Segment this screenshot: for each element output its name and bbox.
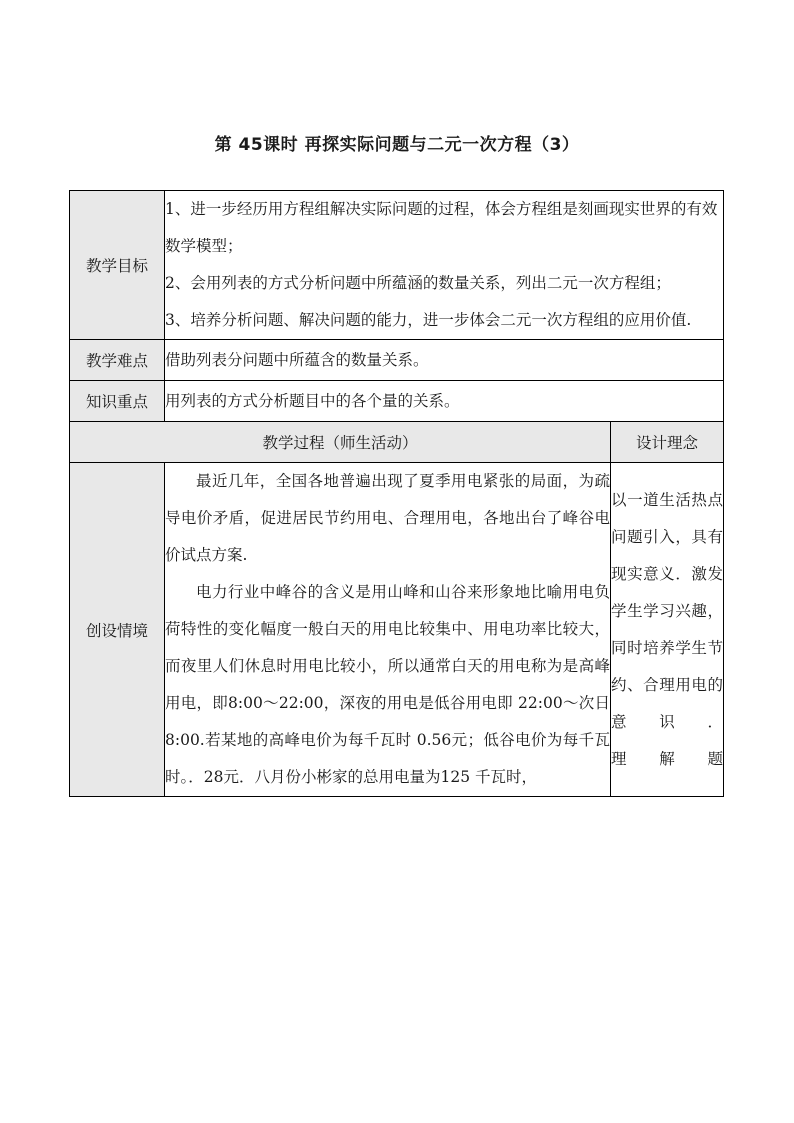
objective-item: 2、会用列表的方式分析问题中所蕴涵的数量关系，列出二元一次方程组； [165, 274, 671, 292]
objective-item: 1、进一步经历用方程组解决实际问题的过程，体会方程组是刻画现实世界的有效数学模型； [165, 200, 718, 255]
design-concept-tail: 理解题 [611, 749, 723, 768]
lesson-plan-table [69, 190, 724, 797]
concept-header: 设计理念 [611, 422, 724, 463]
difficulty-content: 借助列表分问题中所蕴含的数量关系。 [165, 340, 724, 381]
difficulty-row [70, 340, 724, 381]
objective-item: 3、培养分析问题、解决问题的能力，进一步体会二元一次方程组的应用价值. [165, 311, 692, 329]
scenario-row [70, 463, 724, 797]
keypoint-content: 用列表的方式分析题目中的各个量的关系。 [165, 381, 724, 422]
keypoint-label: 知识重点 [70, 381, 165, 422]
keypoint-row [70, 381, 724, 422]
objectives-content [165, 191, 724, 340]
scenario-content [165, 463, 611, 797]
scenario-paragraph: 最近几年，全国各地普遍出现了夏季用电紧张的局面，为疏导电价矛盾，促进居民节约用电、合理用电，各地出台了峰谷电价试点方案. [165, 472, 610, 564]
objectives-label: 教学目标 [70, 191, 165, 340]
design-concept-text: 以一道生活热点问题引入，具有现实意义．激发学生学习兴趣，同时培养学生节约、合理用电的意识． [611, 490, 723, 731]
process-header-row [70, 422, 724, 463]
design-concept-content [611, 463, 724, 797]
difficulty-label: 教学难点 [70, 340, 165, 381]
scenario-paragraph: 电力行业中峰谷的含义是用山峰和山谷来形象地比喻用电负荷特性的变化幅度一般白天的用电比较集中、用电功率比较大，而夜里人们休息时用电比较小，所以通常白天的用电称为是高峰用电，即8:00～22:00，深夜的用电是低谷用电即 22:00～次日 8:00.若某地的高峰电价为每千瓦时 0.56元；低谷电价为每千瓦时。．28元．八月份小彬家的总用电量为125 千瓦时， [165, 583, 610, 786]
objectives-row [70, 191, 724, 340]
process-header: 教学过程（师生活动） [70, 422, 611, 463]
page-title: 第 45课时 再探实际问题与二元一次方程（3） [214, 135, 580, 155]
scenario-label: 创设情境 [70, 463, 165, 797]
